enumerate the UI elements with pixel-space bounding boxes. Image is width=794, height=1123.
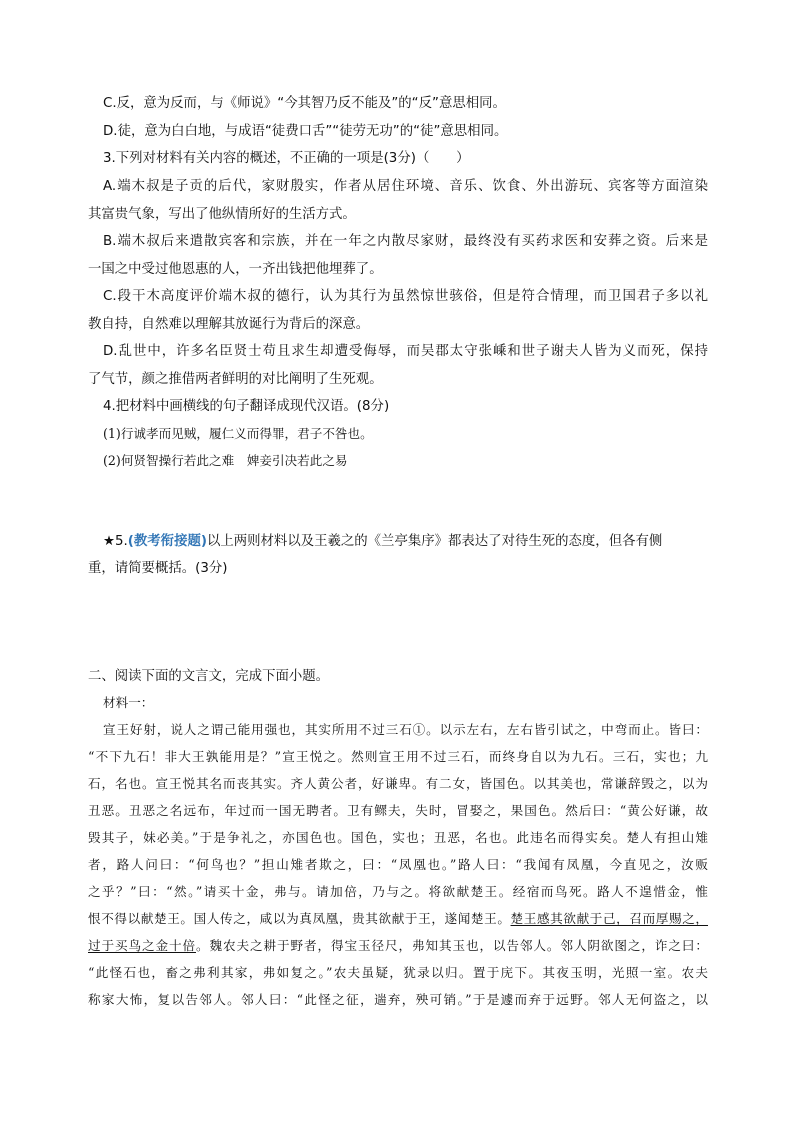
q3-option-a-line1: A.端木叔是子贡的后代，家财殷实，作者从居住环境、音乐、饮食、外出游玩、宾客等方面渲染	[103, 179, 708, 194]
q3-option-b-line1: B.端木叔后来遣散宾客和宗族，并在一年之内散尽家财，最终没有买药求医和安葬之资。后来是	[103, 234, 708, 249]
underlined-sentence: 楚王感其欲献于己，召而厚赐之，	[510, 911, 709, 926]
q5-text-1: 以上两则材料以及王羲之的《兰亭集序》都表达了对待生死的态度，但各有侧	[206, 534, 663, 549]
passage-line: “此怪石也，畜之弗利其家，弗如复之。”农夫虽疑，犹录以归。置于庑下。其夜玉明，光照一室。农夫	[88, 965, 708, 980]
star-marker: ★5.	[103, 534, 128, 549]
q3-option-a-line2: 其富贵气象，写出了他纵情所好的生活方式。	[88, 207, 356, 222]
question-type-tag: (教考衔接题)	[127, 534, 207, 549]
q5-line2: 重，请简要概括。(3分)	[88, 561, 228, 576]
passage-line: 丑恶。丑恶之名远布，年过而一国无聘者。卫有鳏夫，失时，冒娶之，果国色。然后曰：“黄公好谦，故	[88, 803, 708, 818]
q3-option-c-line2: 教自持，自然难以理解其放诞行为背后的深意。	[88, 317, 370, 332]
passage-line: “不下九石！非大王孰能用是？”宣王悦之。然则宣王用不过三石，而终身自以为九石。三石，实也；九	[88, 749, 708, 764]
passage-line: 之乎？”曰：“然。”请买十金，弗与。请加倍，乃与之。将欲献楚王。经宿而鸟死。路人不遑惜金，惟	[88, 884, 708, 899]
passage-text: 。魏农夫之耕于野者，得宝玉径尺，弗知其玉也，以告邻人。邻人阴欲图之，诈之曰：	[195, 938, 709, 953]
passage-text: 恨不得以献楚王。国人传之，咸以为真凤凰，贵其欲献于王，遂闻楚王。	[88, 911, 511, 926]
section-2-heading: 二、阅读下面的文言文，完成下面小题。	[88, 669, 330, 684]
q4-sentence-2: (2)何贤智操行若此之难 婢妾引决若此之易	[103, 453, 348, 468]
passage-line: 宣王好射，说人之谓己能用强也，其实所用不过三石①。以示左右，左右皆引试之，中弯而止。皆曰：	[103, 722, 708, 737]
q2-option-d: D.徒，意为白白地，与成语“徒费口舌”“徒劳无功”的“徒”意思相同。	[103, 124, 508, 139]
passage-line: 石，名也。宣王悦其名而丧其实。齐人黄公者，好谦卑。有二女，皆国色。以其美也，常谦辞毁之，以为	[88, 776, 708, 791]
passage-line	[88, 935, 708, 954]
passage-line	[88, 908, 708, 927]
passage-line: 毁其子，妹必美。”于是争礼之，亦国色也。国色，实也；丑恶，名也。此违名而得实矣。楚人有担山雉	[88, 830, 708, 845]
material-1-label: 材料一：	[103, 695, 154, 710]
q3-option-d-line2: 了气节，颜之推借两者鲜明的对比阐明了生死观。	[88, 372, 383, 387]
q3-option-c-line1: C.段干木高度评价端木叔的德行，认为其行为虽然惊世骇俗，但是符合情理，而卫国君子多以礼	[103, 289, 708, 304]
passage-line: 称家大怖，复以告邻人。邻人曰：“此怪之征，遄弃，殃可销。”于是遽而弃于远野。邻人无何盗之，以	[88, 992, 708, 1007]
q5-line1	[103, 530, 662, 549]
q3-option-b-line2: 一国之中受过他恩惠的人，一齐出钱把他埋葬了。	[88, 262, 383, 277]
q4-stem: 4.把材料中画横线的句子翻译成现代汉语。(8分)	[103, 399, 390, 414]
q3-stem: 3.下列对材料有关内容的概述，不正确的一项是(3分)（ ）	[103, 151, 470, 166]
q3-option-d-line1: D.乱世中，许多名臣贤士苟且求生却遭受侮辱，而吴郡太守张嵊和世子谢夫人皆为义而死，保持	[103, 344, 708, 359]
q2-option-c: C.反，意为反而，与《师说》“今其智乃反不能及”的“反”意思相同。	[103, 96, 506, 111]
passage-line: 者，路人问曰：“何鸟也？”担山雉者欺之，曰：“凤凰也。”路人曰：“我闻有凤凰，今直见之，汝贩	[88, 857, 708, 872]
underlined-sentence: 过于买鸟之金十倍	[88, 938, 196, 953]
q4-sentence-1: (1)行诚孝而见贼，履仁义而得罪，君子不咎也。	[103, 426, 373, 441]
